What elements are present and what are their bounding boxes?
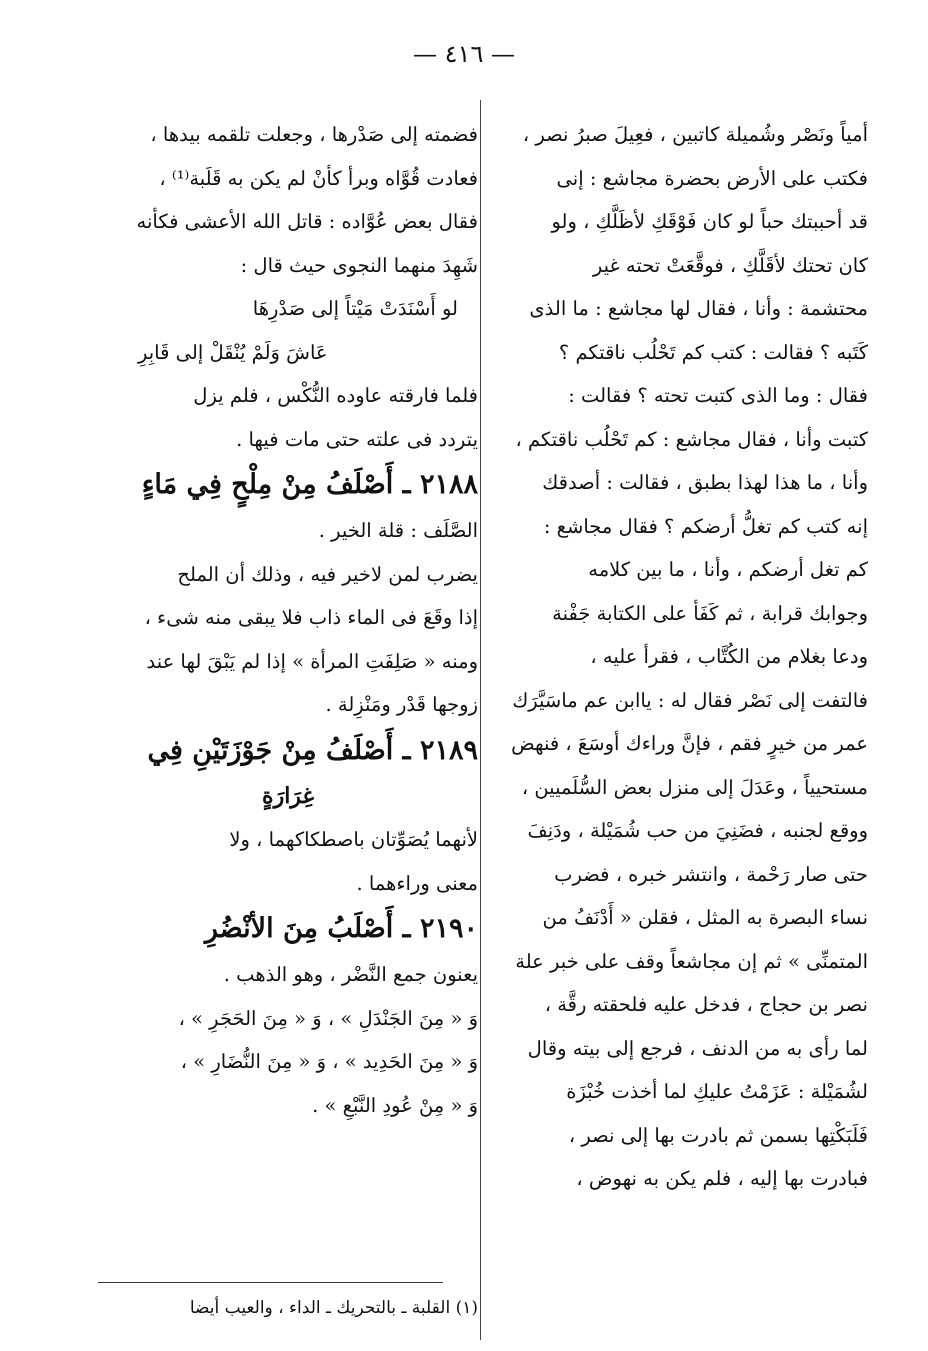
text-line: يعنون جمع النَّضْر ، وهو الذهب . <box>223 963 478 986</box>
text-line: لأنهما يُصَوِّتان باصطكاكهما ، ولا <box>229 828 478 851</box>
text-line: الصَّلَف : قلة الخير . <box>318 519 478 542</box>
text-line: ودعا بغلام من الكُتَّاب ، فقرأ عليه ، <box>590 645 868 668</box>
text-line: لما رأى به من الدنف ، فرجع إلى بيته وقال <box>527 1036 868 1060</box>
text-line: إنه كتب كم تغلُّ أرضكم ؟ فقال مجاشع : <box>543 514 868 538</box>
text-line: وجوابك قرابة ، ثم كَفَأ على الكتابة جَفْنة <box>552 601 868 625</box>
text-line: زوجها قَدْر ومَنْزِلة . <box>325 693 478 716</box>
text-line: كان تحتك لأقَلَّكِ ، فوقَّعَتْ تحته غير <box>592 253 868 277</box>
text-line: فقال : وما الذى كتبت تحته ؟ فقالت : <box>568 384 868 407</box>
text-line: وَ « مِنَ الجَنْدَلِ » ، وَ « مِنَ الحَجَرِ » ، <box>178 1006 478 1030</box>
text-line: أمياً ونَصْر وشُميلة كاتبين ، فعِيلَ صبرُ نصر ، <box>522 123 868 146</box>
text-line: حتى صار رَحْمة ، وانتشر خبره ، فضرب <box>554 862 868 886</box>
text-line: يضرب لمن لاخير فيه ، وذلك أن الملح <box>177 562 478 586</box>
text-line: ووقع لجنبه ، فضَنِيَ من حب شُمَيْلة ، ودَنِفَ <box>527 819 868 842</box>
page-number: — ٤١٦ — <box>413 40 515 68</box>
entry-heading-2188: ٢١٨٨ ـ أَصْلَفُ مِنْ مِلْحٍ فِي مَاءٍ <box>141 469 478 500</box>
text-line: كَتَبه ؟ فقالت : كتب كم تَحْلُب ناقتكم ؟ <box>558 340 868 364</box>
entry-body-2189 <box>98 818 478 905</box>
entry-heading-2189: ٢١٨٩ ـ أَصْلَفُ مِنْ جَوْزَتَيْنِ فِي <box>147 734 478 766</box>
text-line: وأنا ، ما هذا لهذا بطبق ، فقالت : أصدقك <box>542 471 868 494</box>
text-line: مستحيياً ، وعَدَلَ إلى منزل بعض السُّلَميين ، <box>521 775 868 799</box>
text-line: كتبت وأنا ، فقال مجاشع : كم تَحْلُب ناقتكم ، <box>515 427 868 451</box>
footnote-rule <box>98 1282 443 1283</box>
right-column <box>484 113 868 1201</box>
text-line: لشُمَيْلة : عَزَمْتُ عليكِ لما أخذت خُبْزَة <box>566 1080 868 1103</box>
text-line: عمر من خيرٍ فقم ، فإنَّ وراءك أوسَعَ ، فنهض <box>511 732 868 755</box>
text-line: قد أحببتك حباً لو كان فَوْقَكِ لأظَلَّكِ ، ولو <box>551 210 868 233</box>
after-poem-text <box>98 374 478 461</box>
text-line: ومنه « صَلِفَتِ المرأة » إذا لم يَبْقَ لها عند <box>146 649 478 673</box>
left-intro-text <box>98 113 478 287</box>
left-column <box>98 113 478 1127</box>
text-line: فضمته إلى صَدْرها ، وجعلت تلقمه بيدها ، <box>150 123 478 146</box>
text-line: شَهِدَ منهما النجوى حيث قال : <box>240 253 478 277</box>
entry-heading-2190: ٢١٩٠ ـ أَصْلَبُ مِنَ الأنْضُرِ <box>204 913 478 944</box>
text-line: فعادت قُوَّاه وبرأ كأنْ لم يكن به قَلَبة⁽¹⁾ ، <box>159 166 478 190</box>
text-line: يتردد فى علته حتى مات فيها . <box>236 427 478 451</box>
text-line: فقال بعض عُوَّاده : قاتل الله الأعشى فكأنه <box>136 210 478 233</box>
text-line: معنى وراءهما . <box>356 871 478 895</box>
text-line: نساء البصرة به المثل ، فقلن « أَدْنَفُ من <box>542 906 868 929</box>
text-line: المتمنِّى » ثم إن مجاشعاً وقف على خبر علة <box>515 949 868 973</box>
entry-heading-2189-cont: غِرَارَةٍ <box>262 782 314 809</box>
text-line: محتشمة : وأنا ، فقال لها مجاشع : ما الذى <box>529 297 868 320</box>
footnote: (١) القلبة ـ بالتحريك ـ الداء ، والعيب أيضا <box>189 1298 478 1318</box>
text-line: فبادرت بها إليه ، فلم يكن به نهوض ، <box>576 1167 868 1190</box>
text-line: وَ « مِنَ الحَدِيد » ، وَ « مِنَ النُّضَارِ » ، <box>180 1050 478 1073</box>
entry-body-2190 <box>98 953 478 1127</box>
text-line: إذا وقَعَ فى الماء ذاب فلا يبقى منه شىء ، <box>144 606 478 629</box>
entry-body-2188 <box>98 509 478 727</box>
text-line: فكتب على الأرض بحضرة مجاشع : إنى <box>556 166 868 190</box>
text-line: فالتفت إلى نَصْر فقال له : ياابن عم ماسَيَّرَك <box>512 688 868 712</box>
text-line: كم تغل أرضكم ، وأنا ، ما بين كلامه <box>588 558 868 581</box>
text-line: فَلَبَكْتِها بسمن ثم بادرت بها إلى نصر ، <box>568 1123 868 1147</box>
text-line: نصر بن حجاج ، فدخل عليه فلحقته رقَّة ، <box>544 993 868 1016</box>
text-line: وَ « مِنْ عُودِ النَّبْعِ » . <box>312 1093 478 1117</box>
poem-line-1: لو أَسْنَدَتْ مَيْتاً إلى صَدْرِهَا <box>252 297 458 320</box>
column-divider <box>480 100 481 1340</box>
poem-line-2: عَاشَ وَلَمْ يُنْقَلْ إلى قَابِرِ <box>138 340 328 364</box>
text-line: فلما فارقته عاوده النُّكْس ، فلم يزل <box>193 384 478 407</box>
